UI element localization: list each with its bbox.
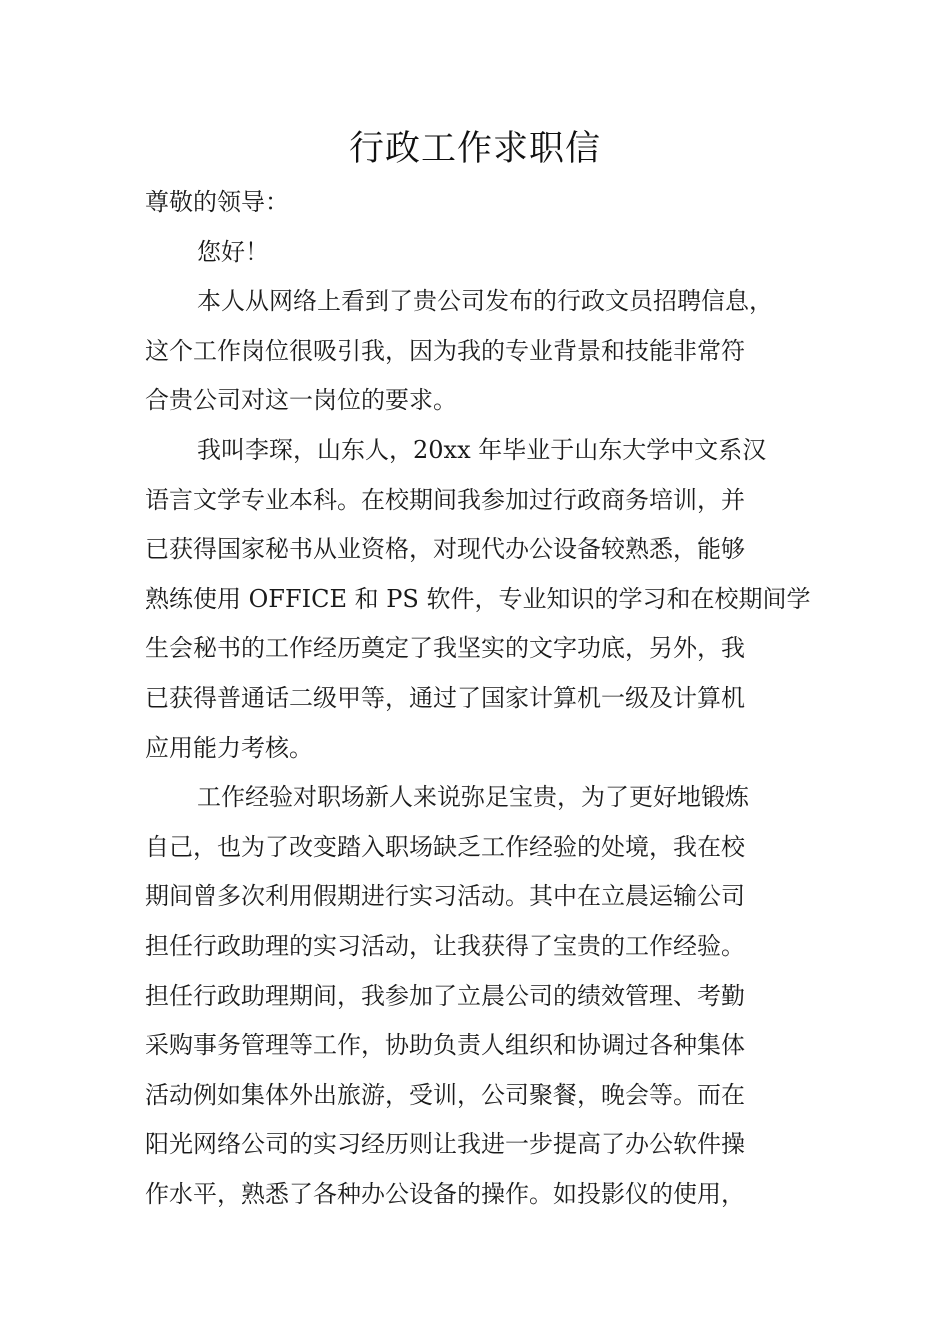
paragraph-line: 担任行政助理期间，我参加了立晨公司的绩效管理、考勤 <box>145 981 745 1010</box>
page-title: 行政工作求职信 <box>348 129 601 169</box>
paragraph-line: 工作经验对职场新人来说弥足宝贵，为了更好地锻炼 <box>197 783 749 812</box>
letter-body <box>145 178 810 1219</box>
salutation-line: 尊敬的领导： <box>145 188 289 216</box>
paragraph-line: 活动例如集体外出旅游，受训，公司聚餐，晚会等。而在 <box>145 1080 745 1109</box>
paragraph-line: 担任行政助理的实习活动，让我获得了宝贵的工作经验。 <box>145 931 745 960</box>
paragraph-line: 期间曾多次利用假期进行实习活动。其中在立晨运输公司 <box>145 882 745 911</box>
paragraph-line: 作水平，熟悉了各种办公设备的操作。如投影仪的使用， <box>145 1179 745 1208</box>
paragraph-line: 采购事务管理等工作，协助负责人组织和协调过各种集体 <box>145 1031 745 1060</box>
paragraph-line: 已获得普通话二级甲等，通过了国家计算机一级及计算机 <box>145 683 745 712</box>
paragraph-line: 这个工作岗位很吸引我，因为我的专业背景和技能非常符 <box>145 336 745 365</box>
paragraph-line: 熟练使用 OFFICE 和 PS 软件，专业知识的学习和在校期间学 <box>145 584 811 613</box>
paragraph-line: 应用能力考核。 <box>145 733 313 762</box>
greeting-line: 您好！ <box>197 237 269 266</box>
paragraph-line: 阳光网络公司的实习经历则让我进一步提高了办公软件操 <box>145 1130 745 1159</box>
paragraph-line: 语言文学专业本科。在校期间我参加过行政商务培训，并 <box>145 485 745 514</box>
paragraph-line: 合贵公司对这一岗位的要求。 <box>145 386 457 415</box>
paragraph-line: 生会秘书的工作经历奠定了我坚实的文字功底，另外，我 <box>145 634 745 663</box>
paragraph-line: 自己，也为了改变踏入职场缺乏工作经验的处境，我在校 <box>145 832 745 861</box>
paragraph-line: 我叫李琛，山东人，20xx 年毕业于山东大学中文系汉 <box>197 435 767 464</box>
paragraph-line: 已获得国家秘书从业资格，对现代办公设备较熟悉，能够 <box>145 535 745 564</box>
paragraph-line: 本人从网络上看到了贵公司发布的行政文员招聘信息， <box>197 287 773 316</box>
